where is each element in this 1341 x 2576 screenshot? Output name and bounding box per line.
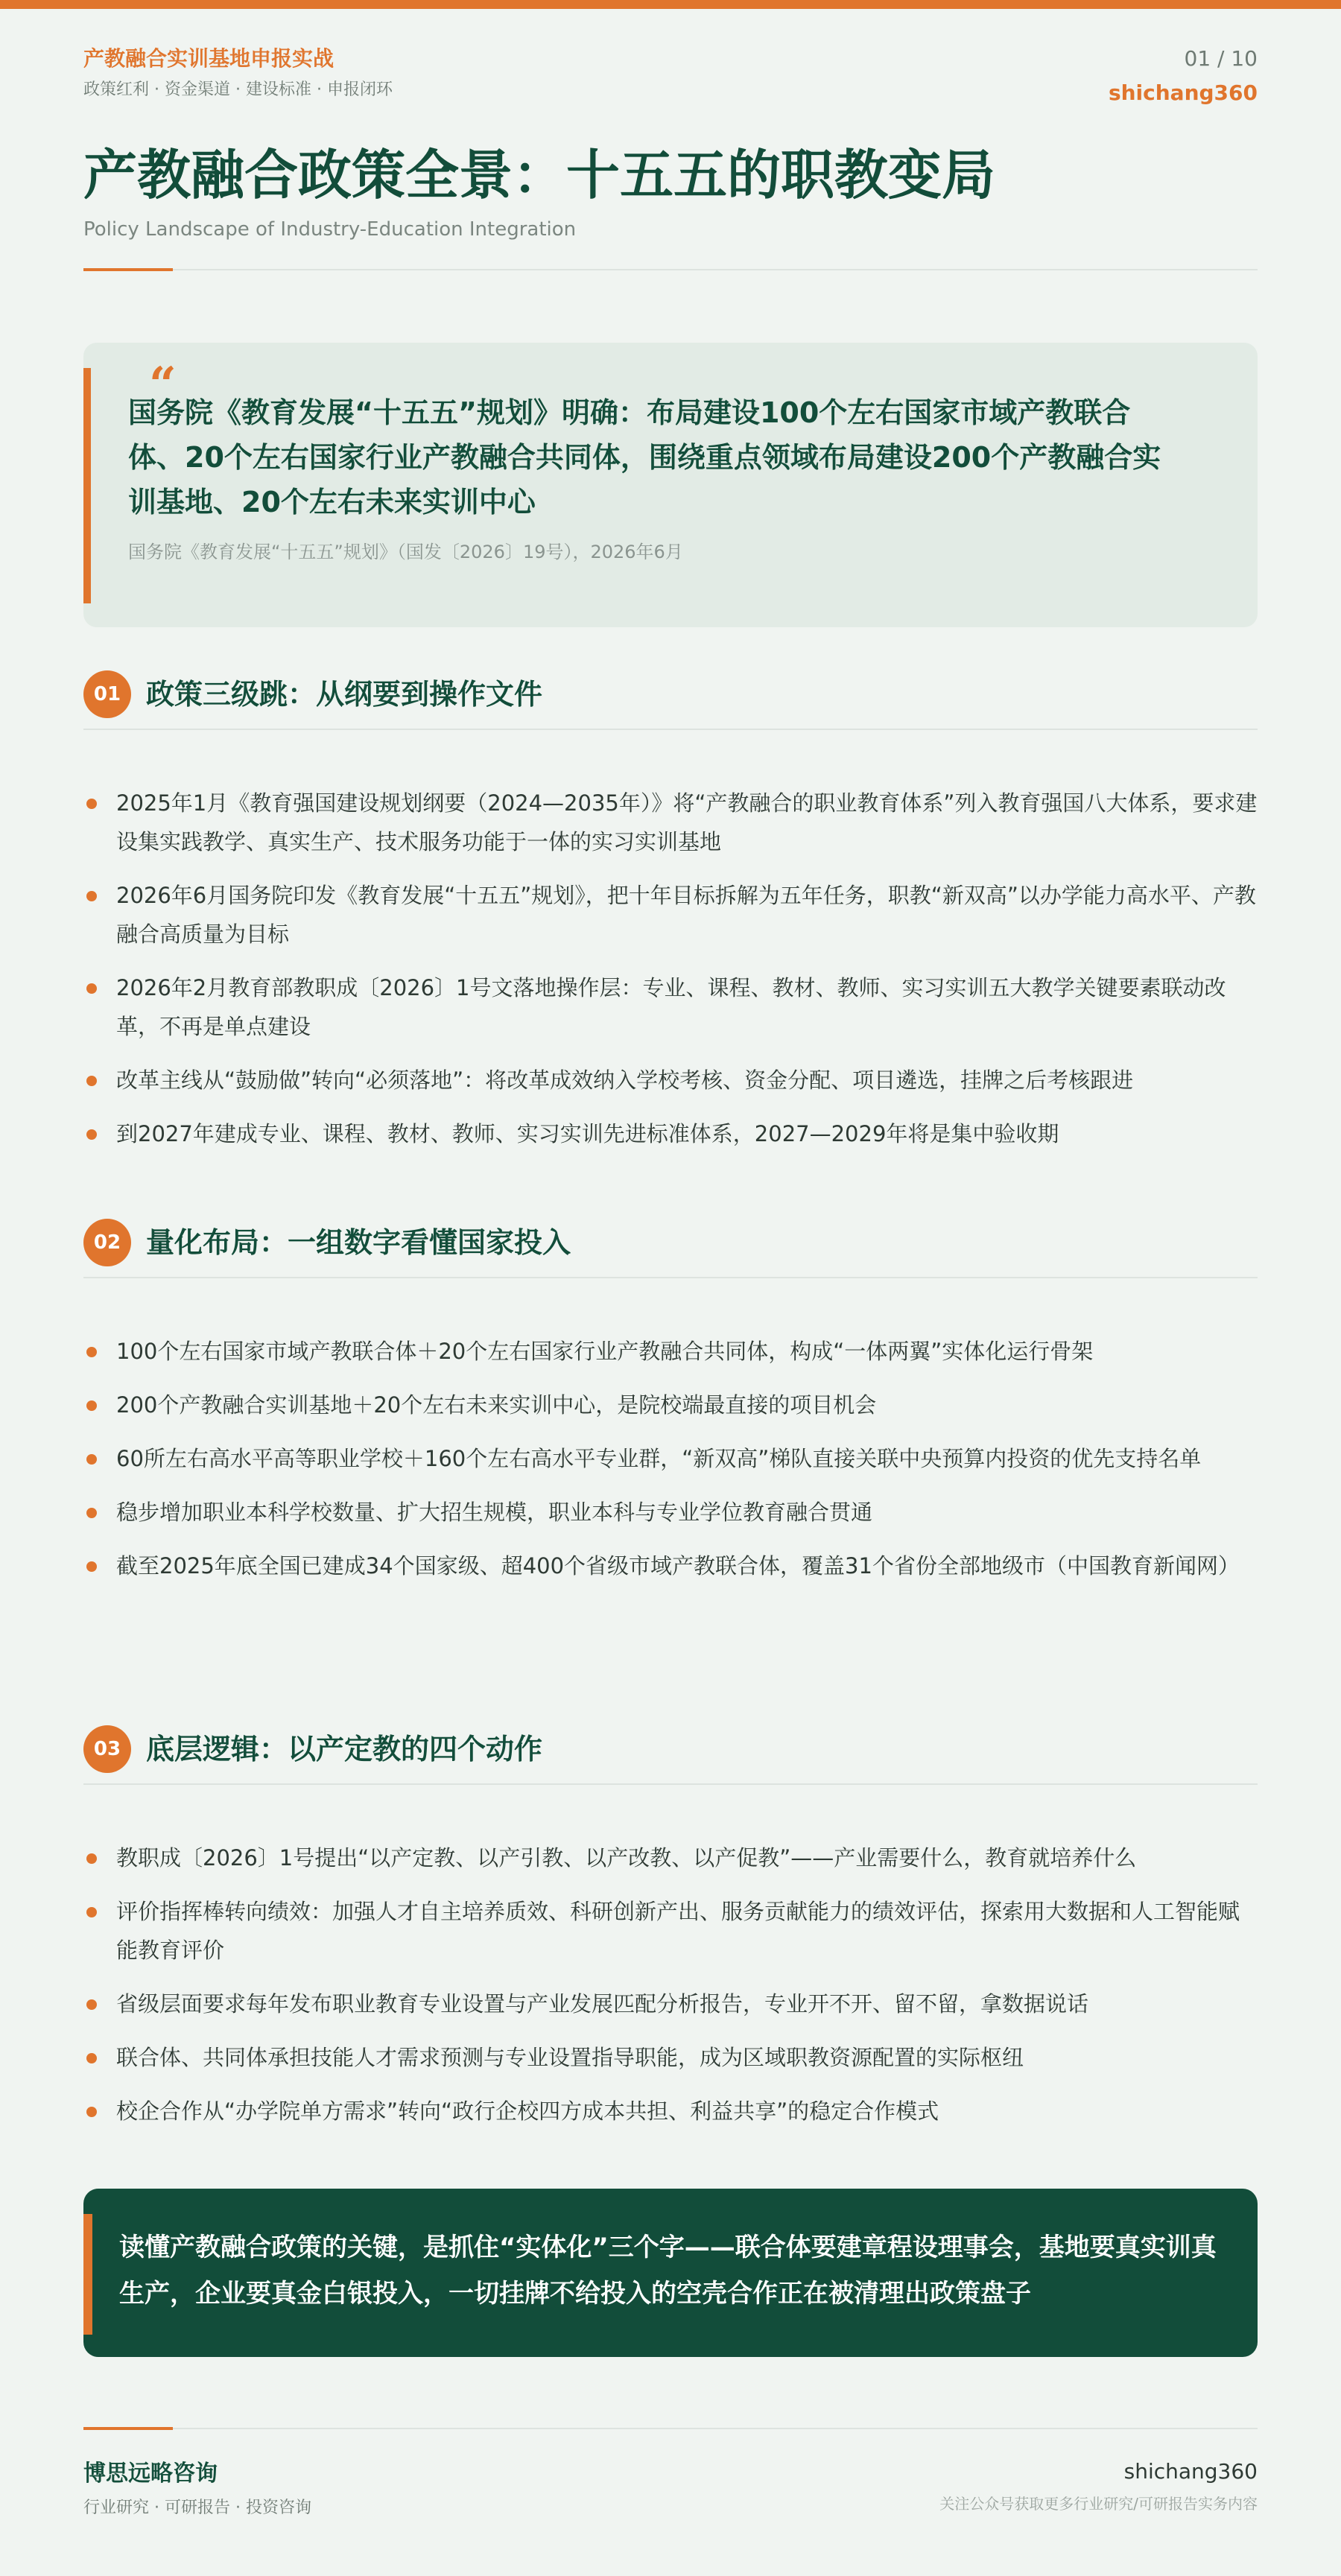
bullet-text: 改革主线从“鼓励做”转向“必须落地”：将改革成效纳入学校考核、资金分配、项目遴选，挂牌之后考核跟进 [116,1067,1134,1093]
page-subtitle: Policy Landscape of Industry-Education Integration [83,218,577,241]
bullet-text: 200个产教融合实训基地＋20个左右未来实训中心，是院校端最直接的项目机会 [116,1392,877,1418]
bullet-dot-icon [86,983,97,994]
list-item [83,784,1258,861]
bullet-text: 教职成〔2026〕1号提出“以产定教、以产引教、以产改教、以产促教”——产业需要什么，教育就培养什么 [116,1845,1137,1871]
conclusion-text: 读懂产教融合政策的关键，是抓住“实体化”三个字——联合体要建章程设理事会，基地要真实训真生产，企业要真金白银投入，一切挂牌不给投入的空壳合作正在被清理出政策盘子 [119,2233,1217,2309]
section-2-list [83,1332,1258,1600]
list-item [83,1892,1258,1970]
footer-rule [173,2428,1258,2429]
list-item [83,1114,1258,1153]
bullet-dot-icon [86,1129,97,1140]
bullet-dot-icon [86,2053,97,2063]
section-header-3 [83,1725,1258,1785]
page-indicator: 01 / 10 [1184,46,1258,71]
series-title: 产教融合实训基地申报实战 [83,46,335,71]
section-divider [83,1277,1258,1278]
title-rule [173,269,1258,270]
bullet-dot-icon [86,1561,97,1572]
bullet-text: 到2027年建成专业、课程、教材、教师、实习实训先进标准体系，2027—2029年将是集中验收期 [116,1121,1059,1146]
section-number-badge: 01 [83,670,131,718]
title-rule-accent [83,268,173,271]
list-item [83,1061,1258,1100]
bullet-text: 评价指挥棒转向绩效：加强人才自主培养质效、科研创新产出、服务贡献能力的绩效评估，探索用大数据和人工智能赋能教育评价 [116,1899,1240,1963]
list-item [83,968,1258,1046]
footer-rule-accent [83,2427,173,2430]
footer-brand-link[interactable]: shichang360 [1123,2459,1258,2484]
page-title: 产教融合政策全景：十五五的职教变局 [83,144,996,206]
section-title: 量化布局：一组数字看懂国家投入 [146,1226,571,1259]
bullet-dot-icon [86,1347,97,1357]
footer-tags: 行业研究 · 可研报告 · 投资咨询 [83,2499,311,2517]
quote-mark-icon: “ [149,357,177,413]
quote-accent-bar [83,368,91,603]
list-item [83,2038,1258,2077]
list-item [83,1839,1258,1877]
list-item [83,876,1258,954]
bullet-dot-icon [86,2107,97,2117]
bullet-text: 2026年2月教育部教职成〔2026〕1号文落地操作层：专业、课程、教材、教师、实习实训五大教学关键要素联动改革，不再是单点建设 [116,975,1226,1039]
brand-link[interactable]: shichang360 [1108,80,1258,105]
bullet-dot-icon [86,891,97,901]
list-item [83,1439,1258,1478]
footer-company: 博思远略咨询 [83,2461,218,2487]
section-1-list [83,784,1258,1168]
bullet-text: 截至2025年底全国已建成34个国家级、超400个省级市域产教联合体，覆盖31个省份全部地级市（中国教育新闻网） [116,1553,1240,1579]
section-3-list [83,1839,1258,2145]
section-header-1 [83,670,1258,730]
bullet-text: 2025年1月《教育强国建设规划纲要（2024—2035年）》将“产教融合的职业教育体系”列入教育强国八大体系，要求建设集实践教学、真实生产、技术服务功能于一体的实习实训基地 [116,790,1258,854]
key-quote [83,343,1258,627]
list-item [83,2092,1258,2131]
list-item [83,1985,1258,2023]
section-number-badge: 03 [83,1725,131,1773]
quote-text: 国务院《教育发展“十五五”规划》明确：布局建设100个左右国家市域产教联合体、20个左右国家行业产教融合共同体，围绕重点领域布局建设200个产教融合实训基地、20个左右未来实训中心 [128,396,1161,518]
bullet-dot-icon [86,799,97,809]
bullet-dot-icon [86,1907,97,1917]
bullet-dot-icon [86,1454,97,1465]
section-header-2 [83,1219,1258,1278]
list-item [83,1546,1258,1585]
header-left [83,45,393,101]
footer-note: 关注公众号获取更多行业研究/可研报告实务内容 [939,2495,1258,2513]
bullet-text: 60所左右高水平高等职业学校＋160个左右高水平专业群，“新双高”梯队直接关联中央预算内投资的优先支持名单 [116,1446,1202,1471]
bullet-text: 校企合作从“办学院单方需求”转向“政行企校四方成本共担、利益共享”的稳定合作模式 [116,2098,939,2124]
bullet-dot-icon [86,1076,97,1086]
bullet-dot-icon [86,1853,97,1864]
section-title: 底层逻辑：以产定教的四个动作 [146,1733,543,1766]
bullet-dot-icon [86,1999,97,2010]
section-divider [83,729,1258,730]
list-item [83,1386,1258,1424]
list-item [83,1332,1258,1371]
quote-source: 国务院《教育发展“十五五”规划》（国发〔2026〕19号），2026年6月 [128,542,683,562]
conclusion-accent-bar [83,2214,92,2335]
bullet-dot-icon [86,1400,97,1411]
bullet-text: 100个左右国家市域产教联合体＋20个左右国家行业产教融合共同体，构成“一体两翼”实体化运行骨架 [116,1339,1094,1364]
section-number-badge: 02 [83,1219,131,1266]
bullet-text: 稳步增加职业本科学校数量、扩大招生规模，职业本科与专业学位教育融合贯通 [116,1500,873,1525]
top-accent-bar [0,0,1341,9]
conclusion-box [83,2189,1258,2357]
section-title: 政策三级跳：从纲要到操作文件 [146,678,543,711]
section-divider [83,1783,1258,1785]
header-right [1109,45,1258,107]
header-tags: 政策红利 · 资金渠道 · 建设标准 · 申报闭环 [83,80,393,99]
bullet-text: 联合体、共同体承担技能人才需求预测与专业设置指导职能，成为区域职教资源配置的实际枢纽 [116,2045,1024,2070]
bullet-text: 2026年6月国务院印发《教育发展“十五五”规划》，把十年目标拆解为五年任务，职教“新双高”以办学能力高水平、产教融合高质量为目标 [116,883,1256,947]
bullet-dot-icon [86,1508,97,1518]
bullet-text: 省级层面要求每年发布职业教育专业设置与产业发展匹配分析报告，专业开不开、留不留，拿数据说话 [116,1991,1089,2017]
list-item [83,1493,1258,1532]
